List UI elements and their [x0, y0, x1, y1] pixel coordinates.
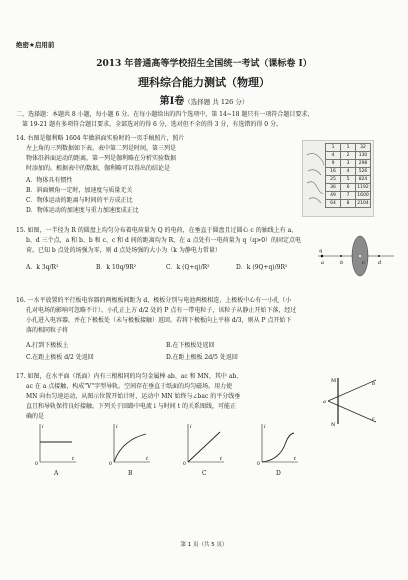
q17-graph-c: [182, 422, 226, 466]
table-cell: 1600: [357, 193, 369, 198]
q17-graph-d-i: i: [264, 424, 266, 430]
table-cell: 25: [326, 176, 341, 184]
table-cell: 6: [341, 184, 356, 192]
table-cell: 36: [326, 184, 341, 192]
galileo-data-table: [325, 143, 371, 208]
q16-line-4: 落的相同粒子将: [26, 327, 69, 334]
q17-graph-d-origin: 0: [257, 462, 260, 466]
q14-option-b: B．斜面倾角一定时，加速度与质量无关: [26, 187, 133, 194]
subject-title: 理科综合能力测试（物理）: [138, 76, 270, 89]
instructions-line-1: 二、选择题：本题共 8 小题，每小题 6 分。在每小题给出的四个选项中，第 14~18 题只有一项符合题目要求，: [16, 111, 314, 118]
q17-graph-c-t: t: [220, 456, 223, 462]
q15-line-1: 15. 如图，一半径为 R 的圆盘上均匀分布着电荷量为 Q 的电荷，在垂直于圆盘且过圆心 c 的轴线上有 a、: [16, 227, 298, 234]
q15-label-b: b: [340, 260, 344, 266]
q17-graph-d: [256, 422, 300, 466]
q16-option-d: D.在距上极板 2d/5 处返回: [166, 354, 238, 361]
q15-label-d: d: [378, 260, 382, 266]
table-cell: 8: [341, 200, 356, 208]
part-title-sub: （选择题 共 126 分）: [184, 98, 249, 106]
table-cell: 16: [326, 168, 341, 176]
q15-label-a: a: [321, 260, 324, 266]
q15-label-c: c: [362, 260, 365, 266]
table-cell: 298: [356, 160, 371, 168]
v-rail-figure: [320, 374, 380, 428]
table-cell: 4: [326, 152, 341, 160]
instructions-line-2: 第 19-21 题有多项符合题目要求。全部选对的得 6 分，选对但不全的得 3 分，有选错的得 0 分。: [22, 121, 283, 128]
q17-graph-b-t: t: [146, 456, 149, 462]
table-row: [326, 152, 371, 160]
table-row: [326, 184, 371, 192]
q17-line-3: MN 向右匀速运动，从图示位置开始计时，运动中 MN 始终与∠bac 的平分线垂: [26, 393, 241, 400]
q16-line-2: 孔对电场的影响可忽略不计）。小孔正上方 d/2 处的 P 点有一带电粒子，该粒子从静止开始下落，经过: [26, 307, 297, 314]
q14-option-a: A．物体具有惯性: [26, 177, 73, 184]
table-cell: 526: [356, 168, 371, 176]
q17-graph-label-a: A: [54, 470, 59, 477]
q15-option-d: D．k (9Q+q)/9R²: [236, 264, 288, 271]
q17-graph-label-d: D: [276, 470, 281, 477]
table-row: [326, 168, 371, 176]
q17-label-a: a: [323, 399, 326, 405]
q17-graph-a-t: t: [72, 456, 75, 462]
q17-graph-label-c: C: [202, 470, 207, 477]
q17-line-1: 17. 如图，在水平面（纸面）内有三根相同的均匀金属棒 ab、ac 和 MN，其中 ab、: [16, 373, 243, 380]
table-cell: 824: [356, 176, 371, 184]
table-row: [326, 192, 371, 200]
q15-option-c: C．k (Q+q)/R²: [166, 264, 210, 271]
table-cell: 9: [326, 160, 341, 168]
table-cell: 1192: [357, 185, 369, 190]
q17-line-2: ac 在 a 点接触，构成"V"字型导轨。空间存在垂直于纸面的均匀磁场。用力使: [26, 383, 233, 390]
q17-line-5: 确的是: [26, 413, 45, 420]
table-cell: 64: [326, 200, 341, 208]
table-cell: 130: [356, 152, 371, 160]
q17-line-4: 直且和导轨保持良好接触。下列关于回路中电流 i 与时间 t 的关系图线，可能正: [26, 403, 236, 410]
q17-graph-b-i: i: [116, 424, 118, 430]
table-cell: 32: [356, 144, 371, 152]
q14-line-3: 物体沿斜面运动的距离，第一列是伽利略在分析实验数据: [26, 155, 177, 162]
table-row: [326, 144, 371, 152]
table-cell: 3: [341, 160, 356, 168]
q17-graph-b-origin: 0: [109, 462, 112, 466]
table-cell: 7: [341, 192, 356, 200]
q17-graph-a-origin: 0: [35, 462, 38, 466]
q16-line-1: 16. 一水平放置的平行板电容器的两极板间距为 d，极板分别与电池两极相连，上极板中心有一小孔（小: [16, 297, 292, 304]
part-title-main: 第Ⅰ卷: [159, 96, 185, 107]
q15-label-q: q: [319, 248, 323, 254]
table-cell: 1: [326, 144, 341, 152]
q17-label-b: b: [372, 381, 376, 387]
q16-option-b: B.在下极板处返回: [166, 342, 215, 349]
q14-line-2: 左上角的三列数据如下表。表中第二列是时间，第三列是: [26, 145, 177, 152]
q14-option-c: C．物体运动的距离与时间的平方成正比: [26, 197, 133, 204]
q17-label-N: N: [331, 422, 336, 428]
table-cell: 5: [341, 176, 356, 184]
q17-label-M: M: [331, 378, 337, 384]
q16-option-a: A.打到下极板上: [26, 342, 69, 349]
table-row: [326, 176, 371, 184]
q17-graph-b: [108, 422, 152, 466]
manuscript-scribble: [305, 149, 325, 209]
table-row: [326, 200, 371, 208]
q15-line-2: b、d 三个点，a 和 b、b 和 c、c 和 d 间的距离均为 R，在 a 点处有一电荷量为 q（q>0）的固定点电: [26, 237, 302, 244]
q17-graph-label-b: B: [128, 470, 133, 477]
q15-line-3: 荷。已知 b 点处的场强为零，则 d 点处场强的大小为（k 为静电力常量）: [26, 247, 221, 254]
galileo-manuscript-photo: [302, 140, 374, 217]
table-cell: 1: [341, 144, 356, 152]
q17-graph-c-origin: 0: [183, 462, 186, 466]
q15-option-b: B．k 10q/9R²: [96, 264, 137, 271]
q16-line-3: 小孔进入电容器，并在下极板处（未与极板接触）返回。若将下极板向上平移 d/3，则从 P 点开始下: [26, 317, 292, 324]
q17-label-c: c: [372, 416, 375, 422]
secret-label: 绝密★启用前: [16, 41, 55, 49]
q16-option-c: C.在距上极板 d/2 处返回: [26, 354, 94, 361]
table-cell: 4: [341, 168, 356, 176]
table-cell: 2: [341, 152, 356, 160]
q14-line-4: 时添加的。根据表中的数据，伽利略可以得出的结论是: [26, 165, 171, 172]
exam-title: 2013 年普通高等学校招生全国统一考试（课标卷 I）: [96, 59, 312, 69]
page-footer: 第 1 页（共 5 页）: [180, 542, 228, 548]
table-row: [326, 160, 371, 168]
q14-line-1: 14. 右图是伽利略 1604 年做斜面实验时的一页手稿照片，照片: [16, 135, 185, 142]
q17-graph-a: [34, 422, 78, 466]
table-cell: 49: [326, 192, 341, 200]
part-title: [0, 92, 408, 107]
q14-option-d: D．物体运动的加速度与重力加速度成正比: [26, 207, 139, 214]
q17-graph-d-t: t: [294, 456, 297, 462]
q15-option-a: A．k 3q/R²: [26, 264, 59, 271]
table-cell: 2104: [357, 201, 369, 206]
q17-graph-c-i: i: [190, 424, 192, 430]
q17-graph-a-i: i: [42, 424, 44, 430]
charged-disk-figure: [316, 232, 396, 282]
